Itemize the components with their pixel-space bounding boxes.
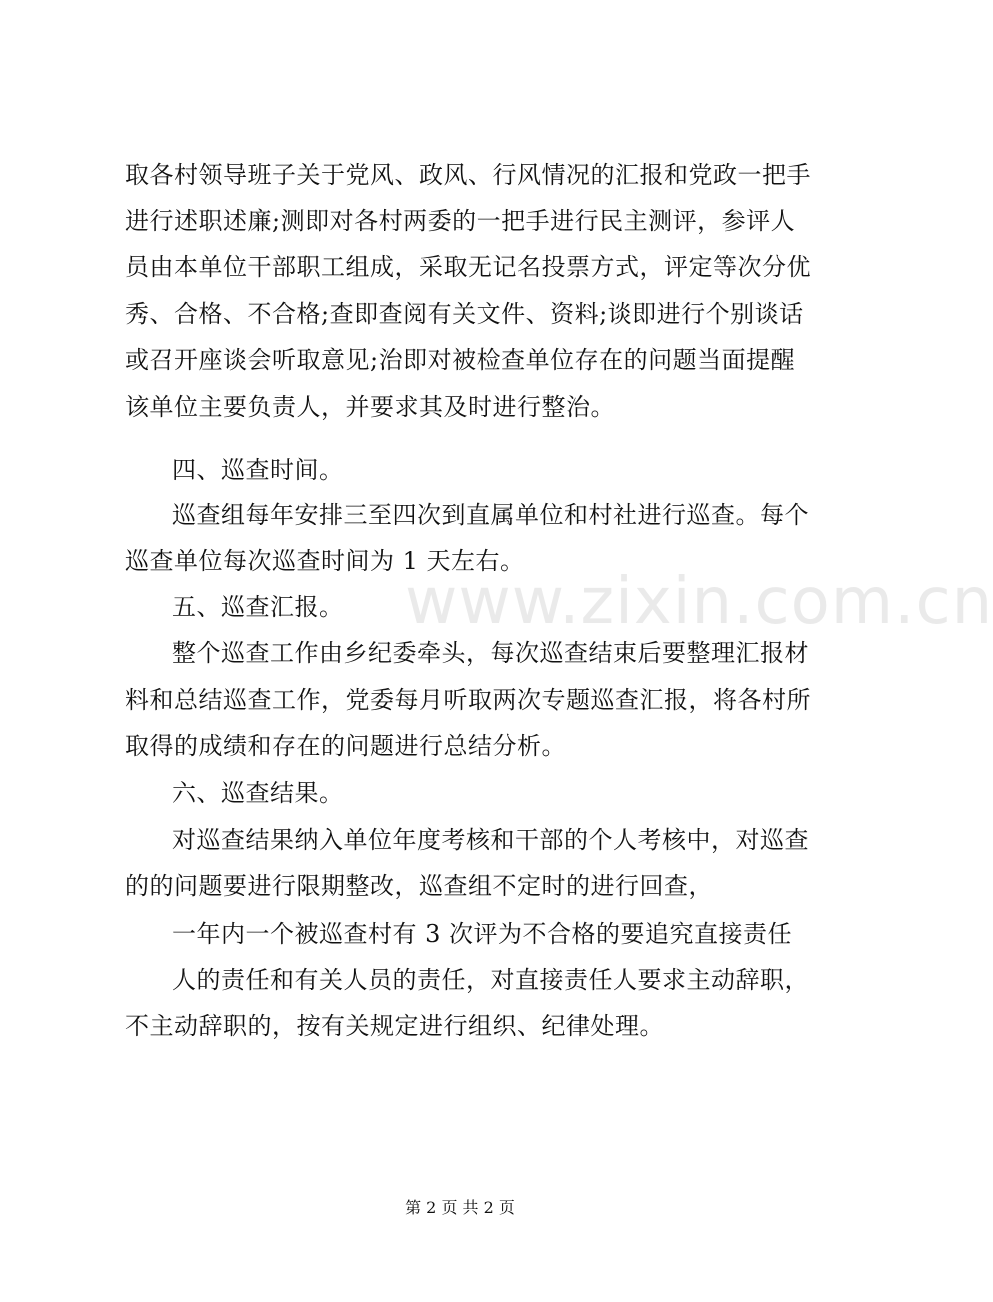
section-heading: 四、巡查时间。 [172, 456, 344, 484]
paragraph-line: 或召开座谈会听取意见;治即对被检查单位存在的问题当面提醒 [125, 346, 796, 374]
paragraph-line: 人的责任和有关人员的责任，对直接责任人要求主动辞职， [172, 966, 809, 994]
paragraph-line: 整个巡查工作由乡纪委牵头，每次巡查结束后要整理汇报材 [172, 639, 809, 667]
paragraph-line: 该单位主要负责人，并要求其及时进行整治。 [125, 393, 615, 421]
paragraph-line: 取各村领导班子关于党风、政风、行风情况的汇报和党政一把手 [125, 161, 811, 189]
paragraph-line: 不主动辞职的，按有关规定进行组织、纪律处理。 [125, 1012, 664, 1040]
paragraph-line: 巡查单位每次巡查时间为 1 天左右。 [125, 547, 525, 575]
paragraph-line: 员由本单位干部职工组成，采取无记名投票方式，评定等次分优 [125, 253, 811, 281]
section-heading: 五、巡查汇报。 [172, 593, 344, 621]
watermark: www.zixin.com.cn [405, 565, 993, 639]
section-heading: 六、巡查结果。 [172, 779, 344, 807]
paragraph-line: 料和总结巡查工作，党委每月听取两次专题巡查汇报，将各村所 [125, 686, 811, 714]
page-footer: 第 2 页 共 2 页 [405, 1198, 515, 1217]
paragraph-line: 对巡查结果纳入单位年度考核和干部的个人考核中，对巡查 [172, 826, 809, 854]
paragraph-line: 进行述职述廉;测即对各村两委的一把手进行民主测评，参评人 [125, 207, 796, 235]
paragraph-line: 秀、合格、不合格;查即查阅有关文件、资料;谈即进行个别谈话 [125, 300, 804, 328]
paragraph-line: 取得的成绩和存在的问题进行总结分析。 [125, 732, 566, 760]
paragraph-line: 的的问题要进行限期整改，巡查组不定时的进行回查， [125, 872, 713, 900]
paragraph-line: 一年内一个被巡查村有 3 次评为不合格的要追究直接责任 [172, 920, 793, 948]
paragraph-line: 巡查组每年安排三至四次到直属单位和村社进行巡查。每个 [172, 501, 809, 529]
